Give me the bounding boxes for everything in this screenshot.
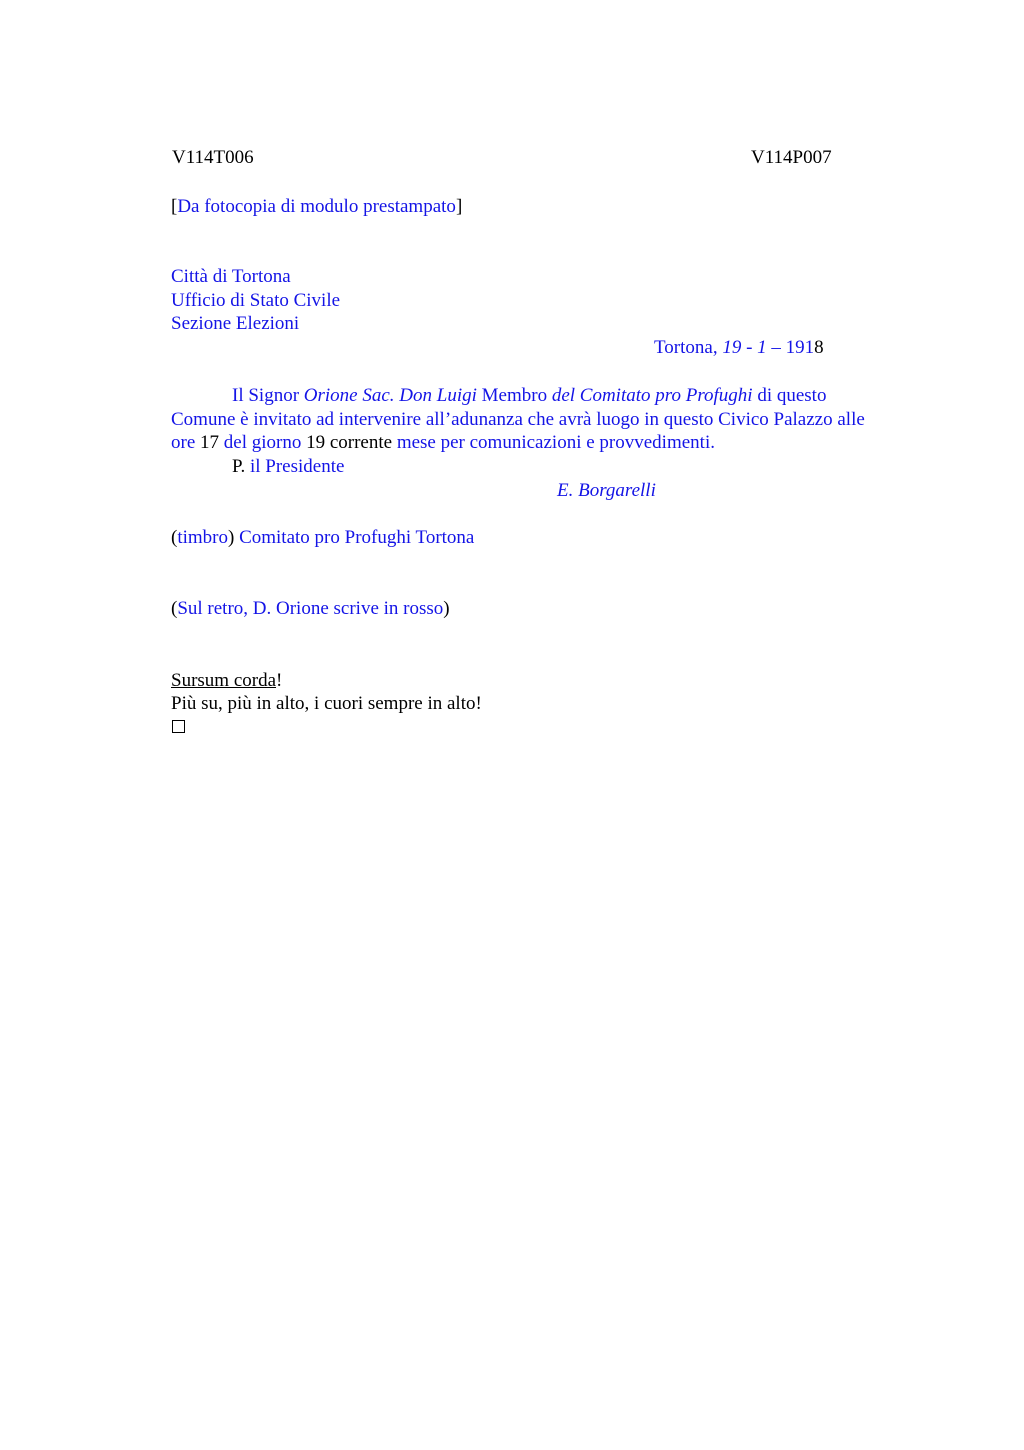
body-line-1-intro: Il Signor	[232, 385, 304, 406]
body-line-3-end: mese per comunicazioni e provvedimenti.	[392, 432, 715, 453]
body-line-2	[171, 408, 865, 432]
verso-close: )	[443, 598, 450, 619]
body-line-3-ore: ore	[171, 432, 201, 453]
verso-note	[171, 597, 450, 621]
motto-translation-text: Più su, più in alto, i cuori sempre in alto!	[171, 693, 482, 714]
body-line-3-giorno: del giorno	[219, 432, 307, 453]
document-code-left-text: V114T006	[172, 147, 254, 168]
motto-line	[171, 669, 282, 693]
stamp-note	[171, 526, 474, 550]
document-code-right-text: V114P007	[751, 147, 832, 168]
source-note-open-bracket: [	[171, 196, 178, 217]
stamp-label: timbro	[177, 527, 228, 548]
motto-exclamation: !	[276, 670, 283, 691]
letterhead-line-1-text: Città di Tortona	[171, 266, 291, 287]
stamp-text: Comitato pro Profughi Tortona	[239, 527, 475, 548]
stamp-close: )	[228, 527, 240, 548]
body-line-1-end: di questo	[752, 385, 827, 406]
body-line-4	[232, 455, 344, 479]
president-title: il Presidente	[249, 456, 345, 477]
letterhead-line-2-text: Ufficio di Stato Civile	[171, 290, 341, 311]
committee-name: del Comitato pro Profughi	[551, 385, 753, 406]
verso-text: Sul retro, D. Orione scrive in rosso	[177, 598, 444, 619]
dateline-dash-year: – 191	[766, 337, 815, 358]
source-note	[171, 195, 462, 219]
document-code-right	[751, 146, 832, 170]
letterhead-line-1	[171, 265, 291, 289]
document-code-left	[172, 146, 254, 170]
signature	[557, 479, 656, 503]
motto-translation	[171, 692, 482, 716]
letterhead-line-3	[171, 312, 299, 336]
body-line-1-member: Membro	[476, 385, 552, 406]
stamp-open: (	[171, 527, 178, 548]
body-line-1	[232, 384, 826, 408]
president-prefix: P.	[232, 456, 250, 477]
letterhead-line-3-text: Sezione Elezioni	[171, 313, 300, 334]
dateline-day-month: 19 - 1	[722, 337, 767, 358]
dateline-place: Tortona,	[654, 337, 723, 358]
dateline	[654, 336, 824, 360]
invitee-name: Orione Sac. Don Luigi	[303, 385, 477, 406]
source-note-close-bracket: ]	[455, 196, 463, 217]
meeting-hour: 17	[200, 432, 220, 453]
letterhead-line-2	[171, 289, 340, 313]
verso-open: (	[171, 598, 178, 619]
dateline-year-digit: 8	[814, 337, 824, 358]
source-note-text: Da fotocopia di modulo prestampato	[177, 196, 456, 217]
meeting-day: 19 corrente	[306, 432, 393, 453]
end-mark-box	[172, 720, 185, 733]
motto: Sursum corda	[171, 670, 277, 691]
body-line-2-text: Comune è invitato ad intervenire all’adunanza che avrà luogo in questo Civico Palazzo alle	[171, 409, 865, 430]
body-line-3	[171, 431, 715, 455]
signature-text: E. Borgarelli	[557, 480, 656, 501]
